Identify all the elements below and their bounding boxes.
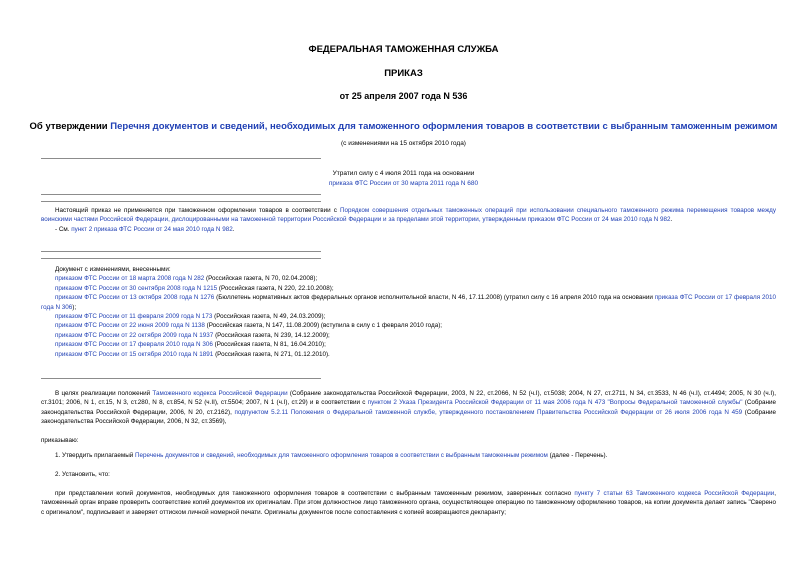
divider [41,258,321,259]
item-2-text: , таможенный орган вправе проверить соответствие копий документов их оригиналам. При этом должностное лицо таможенного органа, осуществляющее операцию по таможенному оформлению товаров, на копии документа делает запись "Сверено с оригиналом", подписывает и заверяет оттиском личной номерной печати. Оригиналы документов после сопоставления с копией возвращаются декларанту; [41,490,776,516]
change-link[interactable]: приказом ФТС России от 15 октября 2010 года N 1891 [55,350,214,358]
regulation-link[interactable]: подпунктом 5.2.11 Положения о Федеральной таможенной службе, утвержденного постановлением Правительства Российской Федерации от 26 июля 2006 года N 459 [234,408,743,416]
preamble-text: (Собрание законодательства Российской Федерации, 2006, N 32, ст.3569), [41,408,776,426]
change-link[interactable]: приказа ФТС России от 17 февраля 2010 года N 306 [41,294,776,311]
list-item [41,274,776,283]
agency-name: ФЕДЕРАЛЬНАЯ ТАМОЖЕННАЯ СЛУЖБА [308,44,499,55]
list-item [41,321,776,330]
see-text-end: . [232,225,235,233]
item-1-text: 1. Утвердить прилагаемый [55,452,136,459]
change-text: (Российская газета, N 70, 02.04.2008); [204,275,318,283]
note-text: Настоящий приказ не применяется при таможенном оформлении товаров в соответствии с [55,207,341,214]
preamble [41,389,776,427]
document-date-number: от 25 апреля 2007 года N 536 [339,91,468,101]
divider [41,158,321,159]
note-text-end: . [670,216,673,224]
decree-link[interactable]: пунктом 2 Указа Президента Российской Федерации от 11 мая 2006 года N 473 "Вопросы Федеральной таможенной службы" [367,399,743,407]
document-type: ПРИКАЗ [384,68,423,79]
order-word: приказываю: [41,437,79,444]
customs-code-link[interactable]: Таможенного кодекса Российской Федерации [152,390,288,397]
change-link[interactable]: приказом ФТС России от 17 февраля 2010 года N 306 [55,341,213,349]
item-2-paragraph [41,489,776,517]
see-text: - См. [55,225,72,233]
change-link[interactable]: приказом ФТС России от 22 октября 2009 года N 1937 [55,331,214,339]
list-item [41,350,776,359]
change-text: (Российская газета, N 271, 01.12.2010). [213,350,330,358]
preamble-text: (Собрание законодательства Российской Федерации, 2006, N 20, ст.2162), [41,399,776,416]
divider [41,194,321,195]
list-item [41,284,776,293]
document-title [0,121,807,132]
preamble-text: (Собрание законодательства Российской Федерации, 2003, N 22, ст.2066, N 52 (ч.I), ст.5038; 2004, N 27, ст.2711, N 34, ст.3533, N 46 (ч.I), ст.4494; 2005, N 30 (ч.I), ст.3101; 2006, N 1, ст.15, N 3, ст.280, N 8, ст.854, N 52 (ч.II), ст.5504; 2007, N 1 (ч.I), ст.29) и в соответствии с [41,390,776,407]
amendment-note: (с изменениями на 15 октября 2010 года) [341,140,466,147]
item-1 [55,451,775,460]
change-text: (Российская газета, N 81, 16.04.2010); [212,341,326,349]
list-link[interactable]: Перечень документов и сведений, необходимых для таможенного оформления товаров в соответствии с выбранным таможенным режимом [135,452,548,459]
changes-intro: Документ с изменениями, внесенными: [55,266,171,273]
list-item [41,293,776,312]
note-link[interactable]: Порядком совершения отдельных таможенных операций при использовании специального таможенного режима перемещения товаров между воинскими частями Российской Федерации, дислоцированными на таможенной территории Российской Федерации и за пределами этой территории, утвержденным приказом ФТС России от 24 мая 2010 года N 982 [41,207,776,224]
divider [41,251,321,252]
lost-force-note: Утратил силу с 4 июля 2011 года на основании [332,170,475,177]
change-link[interactable]: приказом ФТС России от 18 марта 2008 года N 282 [55,275,205,283]
item-2: 2. Установить, что: [55,471,110,478]
article-link[interactable]: пункту 7 статьи 63 Таможенного кодекса Российской Федерации [574,490,775,497]
change-text: (Бюллетень нормативных актов федеральных органов исполнительной власти, N 46, 17.11.2008) (утратил силу с 16 апреля 2010 года на основании [214,294,655,302]
change-text: (Российская газета, N 220, 22.10.2008); [217,284,334,292]
title-link[interactable]: Перечня документов и сведений, необходимых для таможенного оформления товаров в соответствии с выбранным таможенным режимом [110,121,778,132]
change-text: ); [72,303,77,311]
item-1-text-end: (далее - Перечень). [547,452,608,459]
divider [41,201,321,202]
list-item [41,331,776,340]
item-2-text: при представлении копий документов, необходимых для таможенного оформления товаров в соответствии с выбранным таможенным режимом, заверенных согласно [55,490,575,497]
divider [41,378,321,379]
change-link[interactable]: приказом ФТС России от 11 февраля 2009 года N 173 [55,313,213,321]
lost-force-link[interactable]: приказа ФТС России от 30 марта 2011 года N 680 [328,180,479,187]
change-text: (Российская газета, N 49, 24.03.2009); [212,313,326,321]
list-item [41,312,776,321]
change-link[interactable]: приказом ФТС России от 30 сентября 2008 года N 1215 [55,284,218,292]
list-item [41,340,776,349]
lost-force-link-line [0,180,807,187]
title-prefix: Об утверждении [29,121,111,132]
see-link[interactable]: пункт 2 приказа ФТС России от 24 мая 2010 года N 982 [71,225,233,233]
change-link[interactable]: приказом ФТС России от 13 октября 2008 года N 1276 [55,294,215,302]
change-text: (Российская газета, N 147, 11.08.2009) (вступила в силу с 1 февраля 2010 года); [204,322,443,330]
preamble-text: В целях реализации положений [55,390,153,397]
changes-list [41,265,776,359]
applicability-note [41,206,776,234]
change-link[interactable]: приказом ФТС России от 22 июня 2009 года N 1138 [55,322,205,330]
change-text: (Российская газета, N 239, 14.12.2009); [213,331,330,339]
